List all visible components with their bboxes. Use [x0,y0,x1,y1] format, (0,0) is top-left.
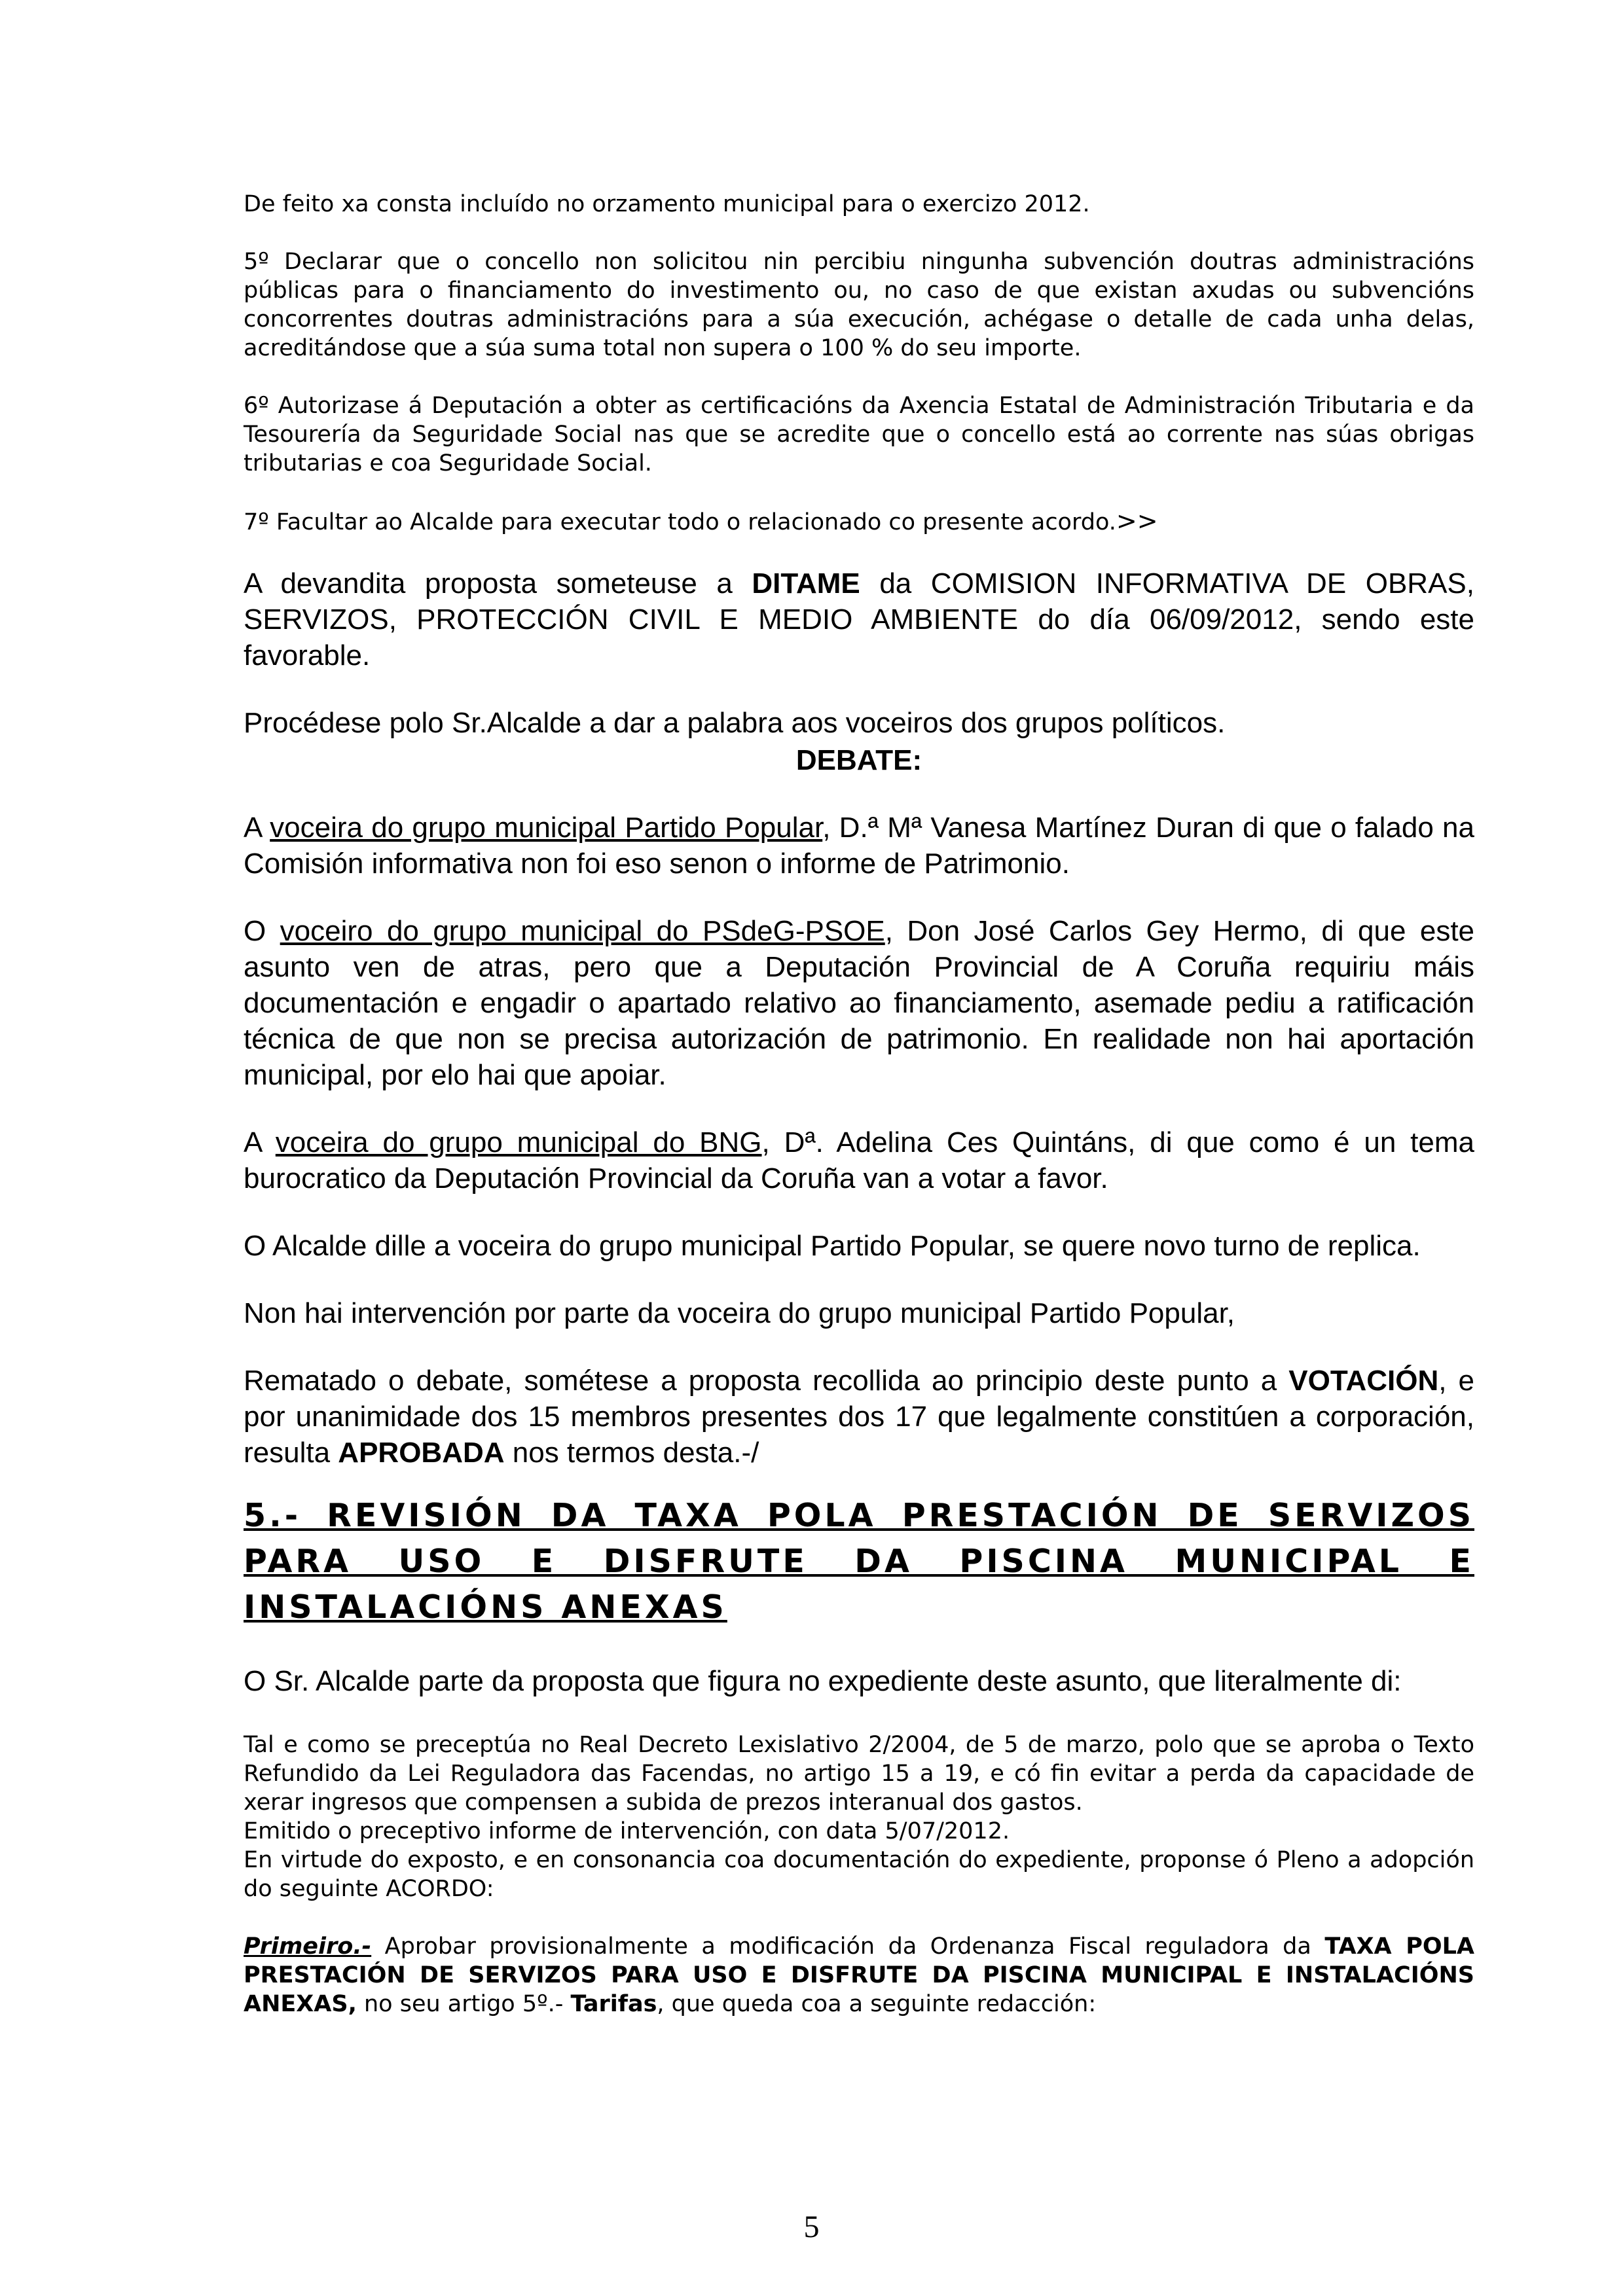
document-body [244,190,1474,2018]
pp-underlined: voceira do grupo municipal Partido Popular [270,812,823,844]
primeiro-text-b: Aprobar provisionalmente a modificación da Ordenanza Fiscal reguladora da [371,1933,1325,1960]
paragraph-bng-speaker [244,1124,1474,1196]
paragraph-no-intervention: Non hai intervención por parte da voceira do grupo municipal Partido Popular, [244,1297,1235,1329]
vote-bold: VOTACIÓN [1288,1365,1439,1397]
primeiro-text-d: no seu artigo 5º.- [356,1991,571,2017]
paragraph-point-5: 5º Declarar que o concello non solicitou nin percibiu ningunha subvención doutras administracións públicas para o financiamento do investimento ou, no caso de que existan axudas ou subvencións concorrentes doutras administracións para a súa execución, achégase o detalle de cada unha delas, acreditándose que a súa suma total non supera o 100 % do seu importe. [244,249,1474,361]
section-heading: 5.- REVISIÓN DA TAXA POLA PRESTACIÓN DE SERVIZOS PARA USO E DISFRUTE DA PISCINA MUNICIPAL E INSTALACIÓNS ANEXAS [244,1497,1474,1626]
point-7-text: 7º Facultar ao Alcalde para executar todo o relacionado co presente acordo. [244,509,1116,535]
ditame-bold: DITAME [752,567,860,600]
bng-text-c: , Dª. Adelina Ces Quintáns, di que como é un tema burocratico da Deputación Provincial da Coruña van a votar a favor. [244,1126,1474,1194]
vote-text-c: , e por unanimidade dos 15 membros presentes dos 17 que legalmente constitúen a corporación, resulta [244,1365,1474,1469]
paragraph-point-6: 6º Autorizase á Deputación a obter as certificacións da Axencia Estatal de Administración Tributaria e da Tesourería da Seguridade Social nas que se acredite que o concello está ao corrente nas súas obrigas tributarias e coa Seguridade Social. [244,393,1474,476]
vote-text-a: Rematado o debate, sométese a proposta recollida ao principio deste punto a [244,1365,1289,1397]
psoe-text-c: , Don José Carlos Gey Hermo, di que este asunto ven de atras, pero que a Deputación Provincial de A Coruña requiriu máis documentación e engadir o apartado relativo ao financiamento, asemade pediu a ratificación técnica de que non se precisa autorización de patrimonio. En realidade non hai aportación municipal, por elo hai que apoiar. [244,915,1475,1091]
paragraph-ditame [244,565,1474,673]
paragraph-report: Emitido o preceptivo informe de intervención, con data 5/07/2012. [244,1818,1010,1844]
paragraph-point-7 [244,507,1474,537]
approved-bold: APROBADA [338,1437,505,1469]
debate-heading: DEBATE: [795,744,922,776]
bng-underlined: voceira do grupo municipal do BNG [275,1126,762,1158]
paragraph-psoe-speaker [244,913,1474,1093]
quote-close: >> [1116,507,1158,535]
page-number: 5 [803,2210,820,2244]
primeiro-text-f: , que queda coa a seguinte redacción: [657,1991,1097,2017]
pp-text-c: , D.ª Mª Vanesa Martínez Duran di que o falado na Comisión informativa non foi eso senon o informe de Patrimonio. [244,812,1474,880]
paragraph-vote [244,1363,1474,1471]
paragraph-procedese: Procédese polo Sr.Alcalde a dar a palabra aos voceiros dos grupos políticos. [244,707,1226,739]
psoe-underlined: voceiro do grupo municipal do PSdeG-PSOE [280,915,885,947]
paragraph-budget: De feito xa consta incluído no orzamento municipal para o exercizo 2012. [244,191,1090,217]
paragraph-alcalde-proposal: O Sr. Alcalde parte da proposta que figura no expediente deste asunto, que literalmente di: [244,1665,1402,1697]
bng-text-a: A [244,1126,276,1158]
paragraph-pp-speaker [244,810,1474,882]
ditame-text-a: A devandita proposta someteuse a [244,567,752,600]
paragraph-replica: O Alcalde dille a voceira do grupo municipal Partido Popular, se quere novo turno de replica. [244,1230,1421,1262]
primeiro-label: Primeiro.- [244,1933,372,1960]
tax-name-bold: TAXA POLA PRESTACIÓN DE SERVIZOS PARA USO E DISFRUTE DA PISCINA MUNICIPAL E INSTALACIÓNS ANEXAS, [244,1933,1475,2017]
paragraph-proposal: En virtude do exposto, e en consonancia coa documentación do expediente, proponse ó Pleno a adopción do seguinte ACORDO: [244,1847,1474,1902]
tarifas-bold: Tarifas [570,1991,657,2017]
paragraph-legal-basis: Tal e como se preceptúa no Real Decreto Lexislativo 2/2004, de 5 de marzo, polo que se aproba o Texto Refundido da Lei Reguladora das Facendas, no artigo 15 a 19, e có fin evitar a perda da capacidade de xerar ingresos que compensen a subida de prezos interanual dos gastos. [244,1732,1474,1816]
ditame-text-c: da COMISION INFORMATIVA DE OBRAS, SERVIZOS, PROTECCIÓN CIVIL E MEDIO AMBIENTE do día 06/09/2012, sendo este favorable. [244,567,1474,672]
psoe-text-a: O [244,915,280,947]
pp-text-a: A [244,812,270,844]
vote-text-e: nos termos desta.-/ [504,1437,759,1469]
paragraph-primeiro [244,1932,1474,2018]
